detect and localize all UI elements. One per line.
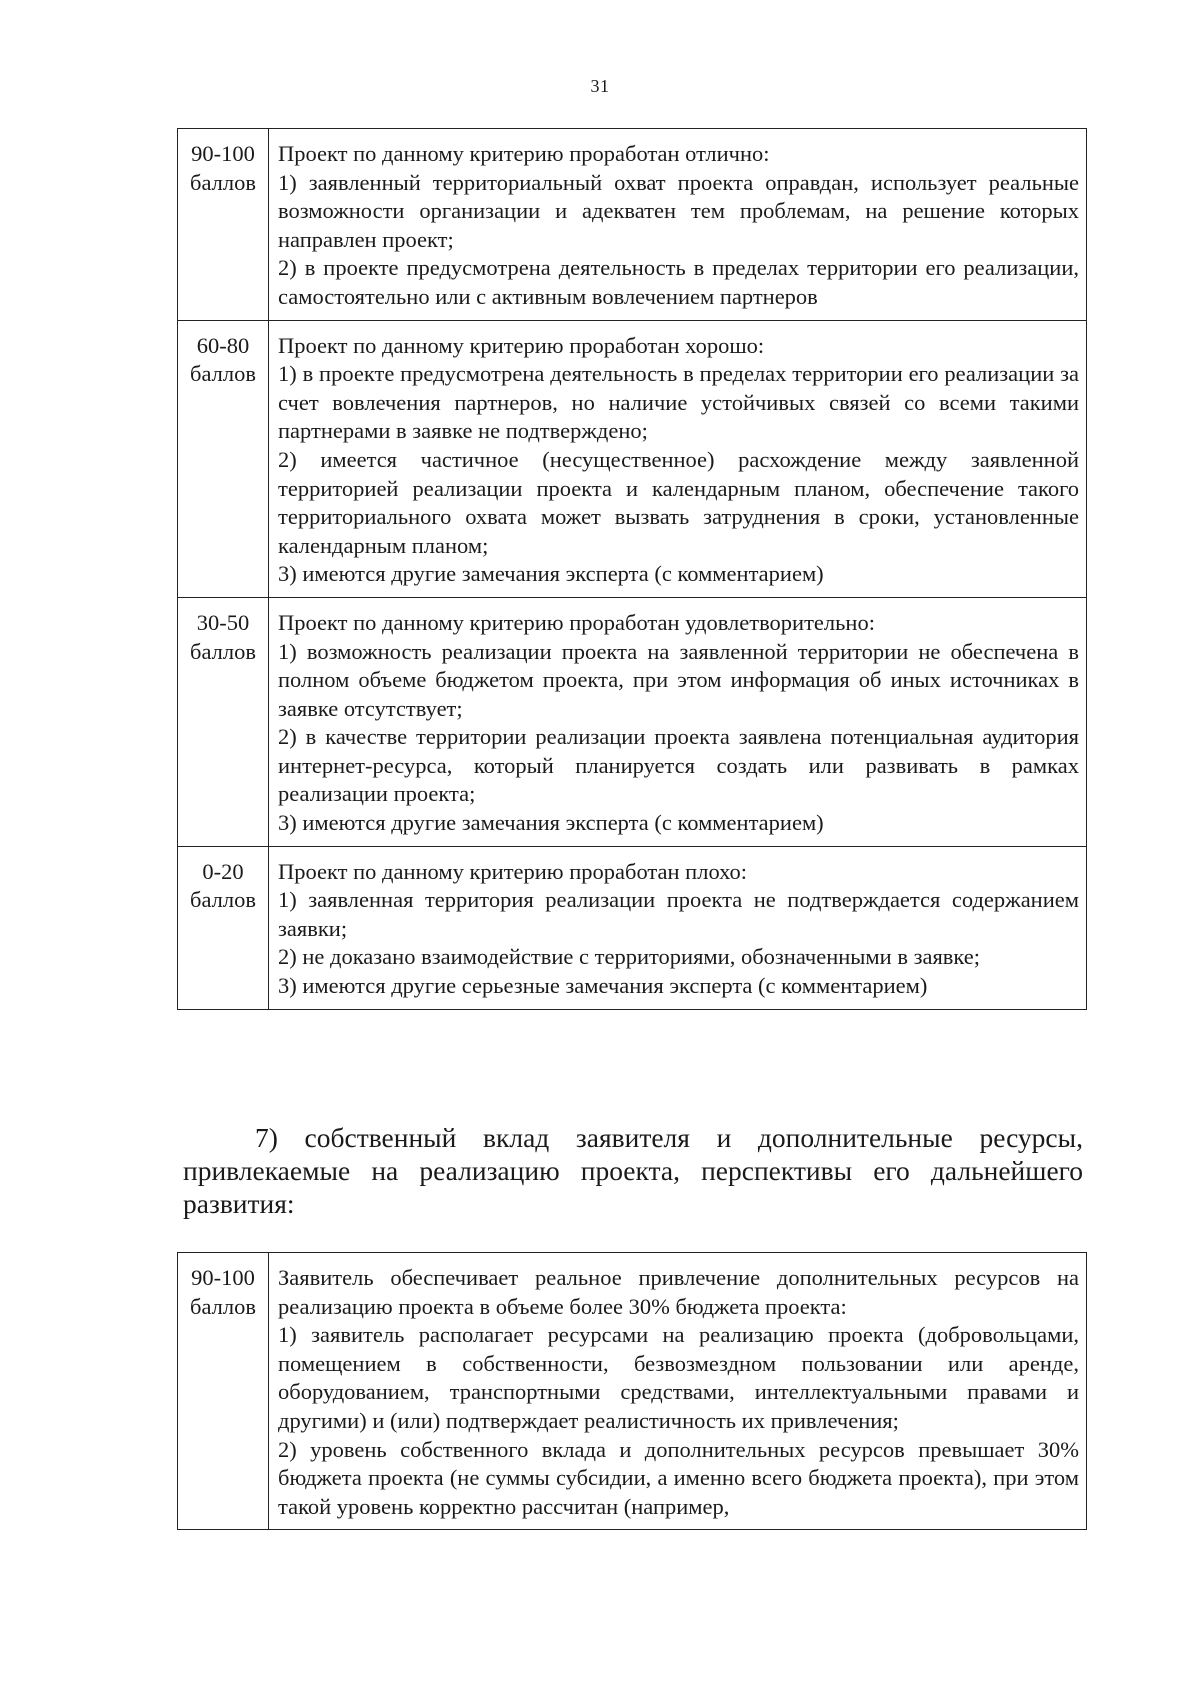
criterion-item: 1) возможность реализации проекта на заявленной территории не обеспечена в полном объеме бюджетом проекта, при этом информация об иных источниках в заявке отсутствует; (278, 638, 1079, 721)
table-row (178, 1253, 1087, 1530)
score-cell (178, 320, 269, 597)
score-unit: баллов (190, 361, 256, 387)
score-unit: баллов (190, 1293, 256, 1319)
description-cell (269, 1253, 1087, 1530)
criteria-table-territory (177, 128, 1087, 1010)
criterion-item: 3) имеются другие замечания эксперта (с комментарием) (278, 810, 824, 836)
criterion-item: 2) в качестве территории реализации проекта заявлена потенциальная аудитория интернет-ресурса, который планируется создать или развивать в рамках реализации проекта; (278, 724, 1079, 807)
criterion-heading: Проект по данному критерию проработан хорошо: (278, 332, 765, 358)
criterion-heading: Проект по данному критерию проработан плохо: (278, 858, 748, 884)
score-range: 60-80 (196, 332, 250, 358)
score-range: 90-100 (191, 141, 255, 166)
criterion-item: 3) имеются другие замечания эксперта (с комментарием) (278, 561, 824, 587)
page-number: 31 (590, 76, 610, 96)
criterion-item: 3) имеются другие серьезные замечания эксперта (с комментарием) (278, 973, 928, 999)
criterion-item: 1) в проекте предусмотрена деятельность в пределах территории его реализации за счет вовлечения партнеров, но наличие устойчивых связей со всеми такими партнерами в заявке не подтверждено; (278, 361, 1079, 444)
criterion-item: 2) уровень собственного вклада и дополнительных ресурсов превышает 30% бюджета проекта (не суммы субсидии, а именно всего бюджета проекта), при этом такой уровень корректно рассчитан (например, (278, 1436, 1079, 1519)
description-cell (269, 129, 1087, 321)
score-cell (178, 129, 269, 321)
section-paragraph: 7) собственный вклад заявителя и дополнительные ресурсы, привлекаемые на реализацию проекта, перспективы его дальнейшего развития: (183, 1122, 1083, 1219)
score-cell (178, 1253, 269, 1530)
score-unit: баллов (190, 887, 256, 913)
criterion-heading: Заявитель обеспечивает реальное привлечение дополнительных ресурсов на реализацию проекта в объеме более 30% бюджета проекта: (278, 1265, 1079, 1319)
table-row (178, 597, 1087, 846)
criterion-item: 1) заявленная территория реализации проекта не подтверждается содержанием заявки; (278, 887, 1079, 941)
description-cell (269, 320, 1087, 597)
criterion-item: 2) имеется частичное (несущественное) расхождение между заявленной территорией реализации проекта и календарным планом, обеспечение такого территориального охвата может вызвать затруднения в сроки, установленные календарным планом; (278, 446, 1079, 558)
criteria-table-resources (177, 1252, 1087, 1530)
criterion-item: 2) не доказано взаимодействие с территориями, обозначенными в заявке; (278, 944, 981, 970)
criterion-item: 2) в проекте предусмотрена деятельность в пределах территории его реализации, самостоятельно или с активным вовлечением партнеров (278, 255, 1079, 309)
table-row (178, 129, 1087, 321)
score-unit: баллов (190, 638, 256, 664)
description-cell (269, 597, 1087, 846)
score-cell (178, 597, 269, 846)
description-cell (269, 846, 1087, 1009)
criterion-heading: Проект по данному критерию проработан удовлетворительно: (278, 609, 875, 635)
table-row (178, 846, 1087, 1009)
criterion-item: 1) заявитель располагает ресурсами на реализацию проекта (добровольцами, помещением в собственности, безвозмездном пользовании или аренде, оборудованием, транспортными средствами, интеллектуальными правами и другими) и (или) подтверждает реалистичность их привлечения; (278, 1322, 1079, 1433)
score-range: 90-100 (191, 1265, 255, 1290)
criterion-item: 1) заявленный территориальный охват проекта оправдан, использует реальные возможности организации и адекватен тем проблемам, на решение которых направлен проект; (278, 169, 1079, 252)
score-range: 0-20 (202, 858, 244, 884)
table-row (178, 320, 1087, 597)
score-range: 30-50 (196, 609, 250, 635)
criterion-heading: Проект по данному критерию проработан отлично: (278, 141, 770, 166)
score-cell (178, 846, 269, 1009)
score-unit: баллов (190, 169, 256, 195)
